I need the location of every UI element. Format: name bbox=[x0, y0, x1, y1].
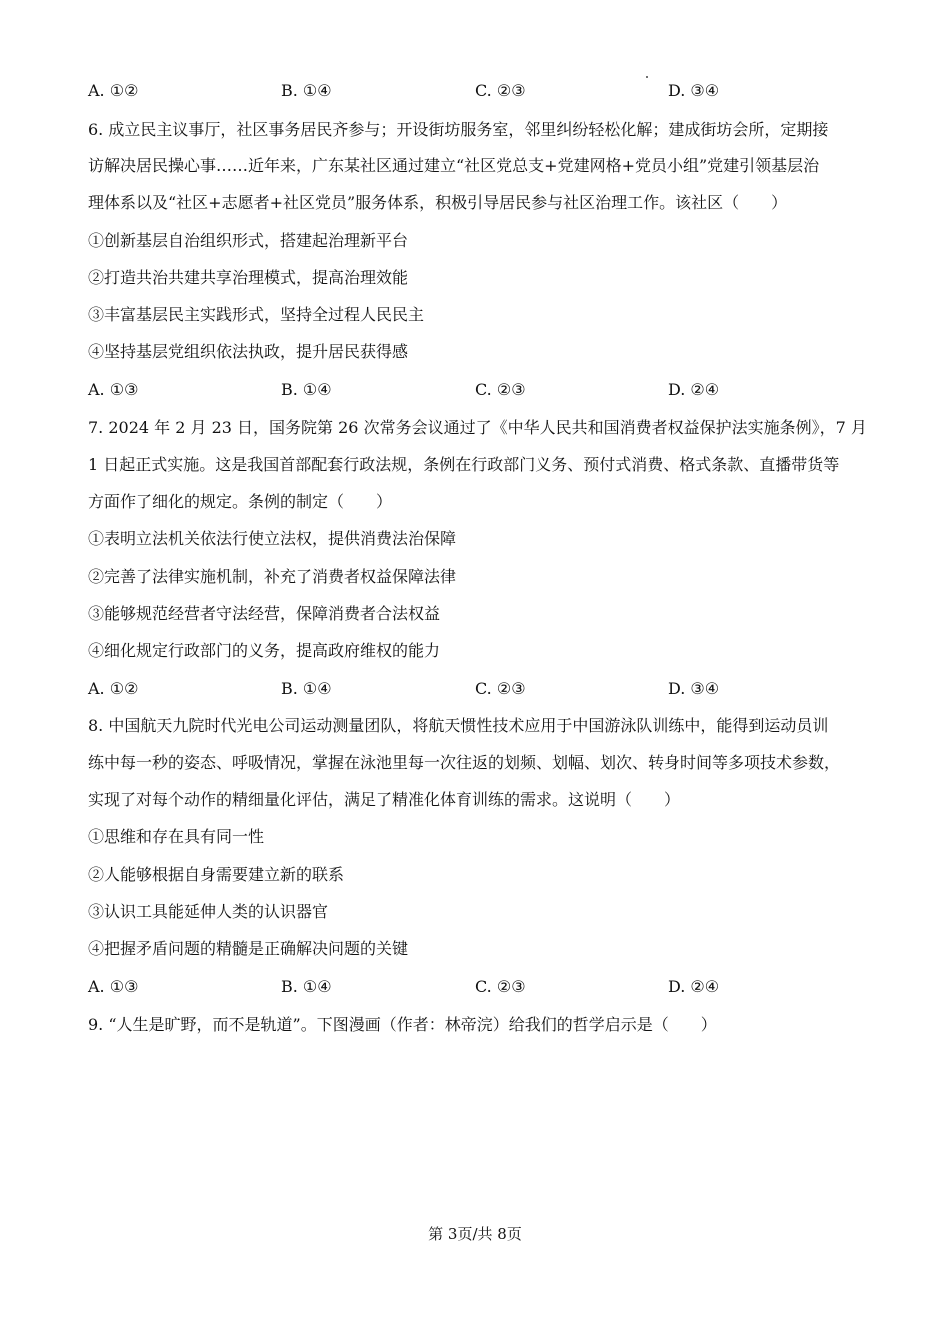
q6-option-b: B. ①④ bbox=[281, 380, 332, 399]
q8-stem-line-2: 练中每一秒的姿态、呼吸情况，掌握在泳池里每一次往返的划频、划幅、划次、转身时间等多项技术参数， bbox=[88, 753, 841, 772]
q7-options bbox=[88, 679, 868, 699]
q8-stem-line-1: 8. 中国航天九院时代光电公司运动测量团队，将航天惯性技术应用于中国游泳队训练中，能得到运动员训 bbox=[88, 716, 829, 735]
q7-stem-line-2: 1 日起正式实施。这是我国首部配套行政法规，条例在行政部门义务、预付式消费、格式条款、直播带货等 bbox=[88, 455, 840, 474]
q7-item-2: ②完善了法律实施机制，补充了消费者权益保障法律 bbox=[88, 567, 457, 586]
q7-item-3: ③能够规范经营者守法经营，保障消费者合法权益 bbox=[88, 604, 441, 623]
q5-options bbox=[88, 81, 868, 101]
q8-option-d: D. ②④ bbox=[668, 977, 720, 996]
q5-option-d: D. ③④ bbox=[668, 81, 720, 100]
q7-option-b: B. ①④ bbox=[281, 679, 332, 698]
q6-stem-line-2: 访解决居民操心事……近年来，广东某社区通过建立“社区党总支+党建网格+党员小组”党建引领基层治 bbox=[88, 156, 820, 175]
q8-option-a: A. ①③ bbox=[88, 977, 139, 996]
q8-option-b: B. ①④ bbox=[281, 977, 332, 996]
q7-item-4: ④细化规定行政部门的义务，提高政府维权的能力 bbox=[88, 641, 441, 660]
q7-option-d: D. ③④ bbox=[668, 679, 720, 698]
q6-option-a: A. ①③ bbox=[88, 380, 139, 399]
q7-item-1: ①表明立法机关依法行使立法权，提供消费法治保障 bbox=[88, 529, 457, 548]
q5-option-a: A. ①② bbox=[88, 81, 139, 100]
q6-item-2: ②打造共治共建共享治理模式，提高治理效能 bbox=[88, 268, 409, 287]
stray-dot bbox=[646, 76, 648, 78]
q6-stem-line-3: 理体系以及“社区+志愿者+社区党员”服务体系，积极引导居民参与社区治理工作。该社区（ ） bbox=[88, 193, 788, 212]
q5-option-b: B. ①④ bbox=[281, 81, 332, 100]
q6-option-c: C. ②③ bbox=[475, 380, 526, 399]
page-number-footer: 第 3页/共 8页 bbox=[428, 1225, 522, 1243]
q8-stem-line-3: 实现了对每个动作的精细量化评估，满足了精准化体育训练的需求。这说明（ ） bbox=[88, 790, 681, 809]
q8-item-4: ④把握矛盾问题的精髓是正确解决问题的关键 bbox=[88, 939, 409, 958]
q8-options bbox=[88, 977, 868, 997]
q8-item-2: ②人能够根据自身需要建立新的联系 bbox=[88, 865, 345, 884]
q6-item-3: ③丰富基层民主实践形式，坚持全过程人民民主 bbox=[88, 305, 425, 324]
q6-stem-line-1: 6. 成立民主议事厅，社区事务居民齐参与；开设街坊服务室，邻里纠纷轻松化解；建成街坊会所，定期接 bbox=[88, 120, 829, 139]
q6-options bbox=[88, 380, 868, 400]
q6-option-d: D. ②④ bbox=[668, 380, 720, 399]
q7-stem-line-1: 7. 2024 年 2 月 23 日，国务院第 26 次常务会议通过了《中华人民共和国消费者权益保护法实施条例》，7 月 bbox=[88, 418, 867, 437]
q7-option-c: C. ②③ bbox=[475, 679, 526, 698]
q5-option-c: C. ②③ bbox=[475, 81, 526, 100]
q7-option-a: A. ①② bbox=[88, 679, 139, 698]
q7-stem-line-3: 方面作了细化的规定。条例的制定（ ） bbox=[88, 492, 393, 511]
q6-item-1: ①创新基层自治组织形式，搭建起治理新平台 bbox=[88, 231, 409, 250]
q8-item-1: ①思维和存在具有同一性 bbox=[88, 827, 265, 846]
q8-item-3: ③认识工具能延伸人类的认识器官 bbox=[88, 902, 329, 921]
q8-option-c: C. ②③ bbox=[475, 977, 526, 996]
q6-item-4: ④坚持基层党组织依法执政，提升居民获得感 bbox=[88, 342, 409, 361]
q9-stem: 9. “人生是旷野，而不是轨道”。下图漫画（作者：林帝浣）给我们的哲学启示是（ ） bbox=[88, 1015, 717, 1034]
